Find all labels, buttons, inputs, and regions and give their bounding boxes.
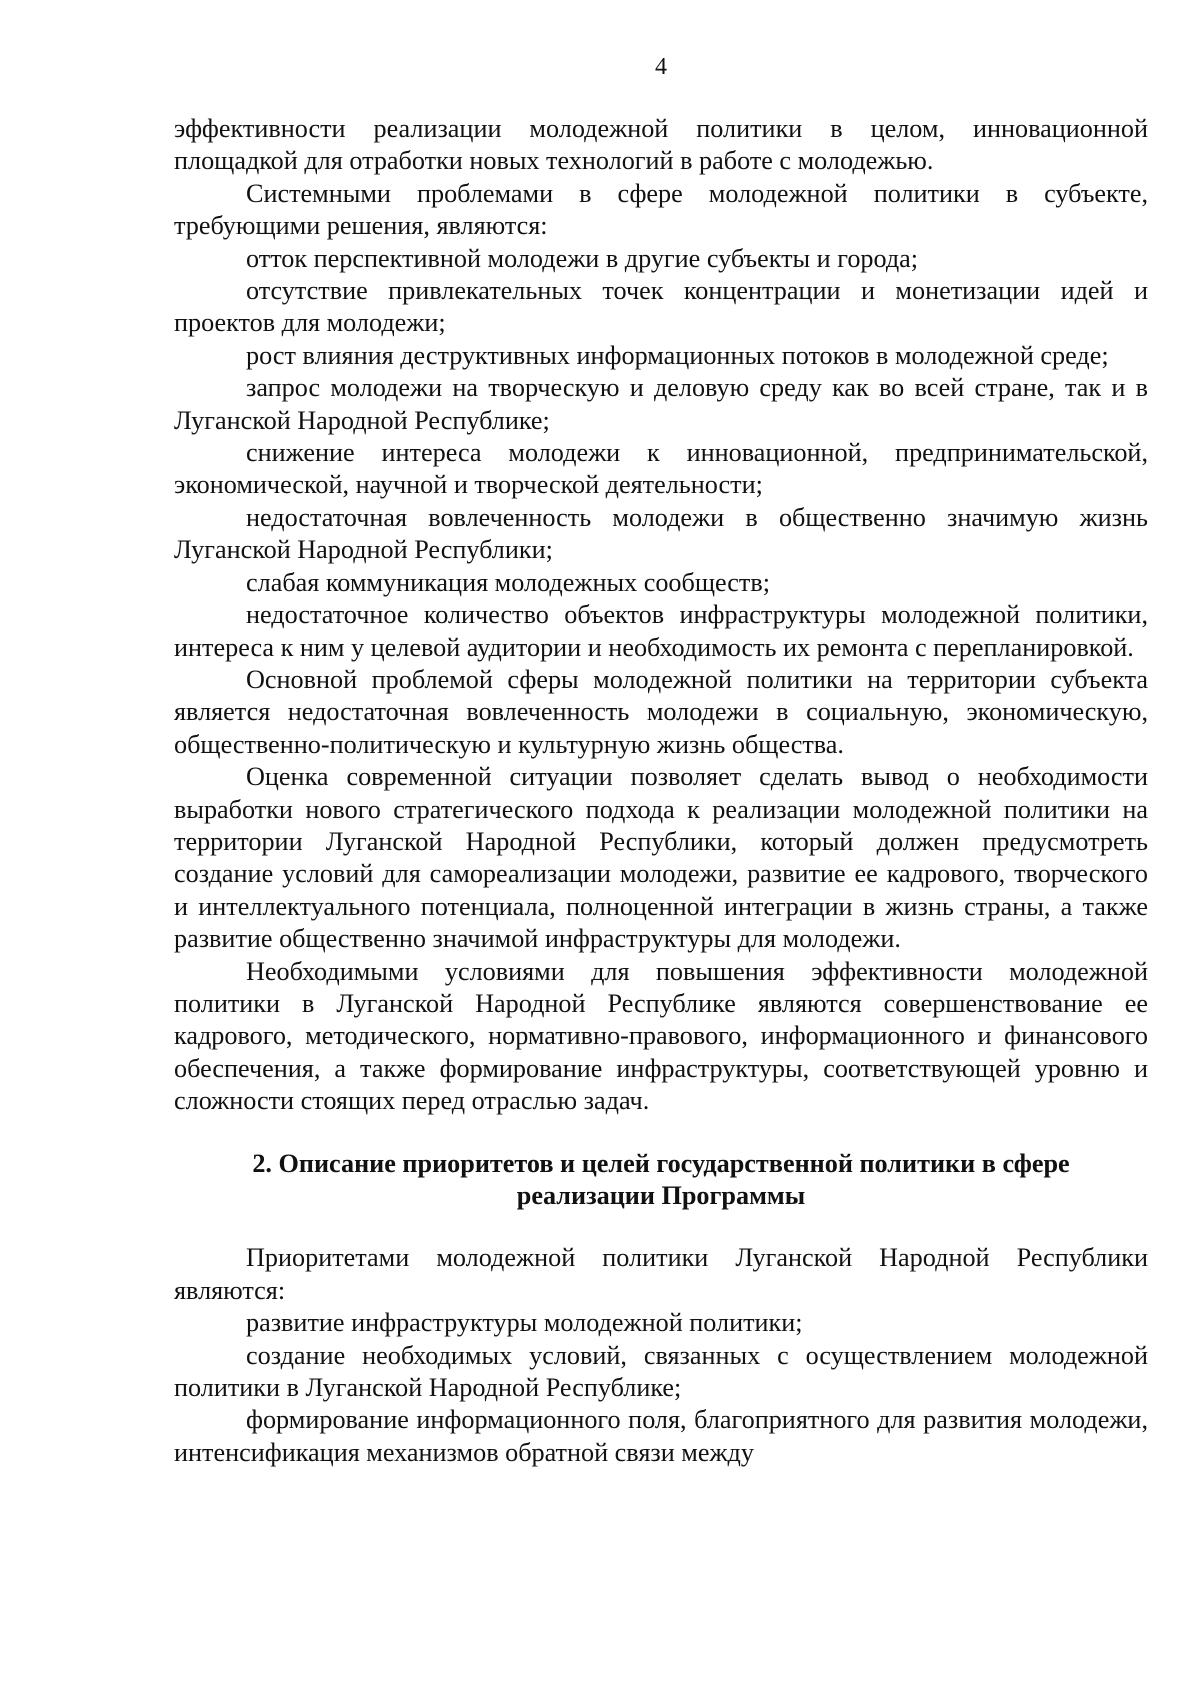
list-item: отток перспективной молодежи в другие субъекты и города; bbox=[246, 243, 919, 273]
list-item: недостаточное количество объектов инфраструктуры молодежной политики, интереса к ним у целевой аудитории и необходимость их ремонта с перепланировкой. bbox=[174, 600, 1148, 662]
body-text-before-heading bbox=[174, 113, 1148, 1118]
list-item: создание необходимых условий, связанных с осуществлением молодежной политики в Луганской Народной Республике; bbox=[174, 1340, 1148, 1403]
list-item: развитие инфраструктуры молодежной политики; bbox=[246, 1308, 803, 1338]
document-page bbox=[174, 52, 1148, 1469]
list-item: слабая коммуникация молодежных сообществ; bbox=[246, 567, 770, 597]
paragraph: Системными проблемами в сфере молодежной политики в субъекте, требующими решения, являются: bbox=[174, 178, 1148, 241]
paragraph: Приоритетами молодежной политики Луганской Народной Республики являются: bbox=[174, 1243, 1148, 1305]
paragraph: Основной проблемой сферы молодежной политики на территории субъекта является недостаточная вовлеченность молодежи в социальную, экономическую, общественно-политическую и культурную жизнь общества. bbox=[174, 664, 1148, 759]
list-item: запрос молодежи на творческую и деловую среду как во всей стране, так и в Луганской Народной Республике; bbox=[174, 373, 1148, 435]
section-heading-line-2: реализации Программы bbox=[516, 1181, 806, 1210]
section-heading bbox=[174, 1148, 1148, 1213]
list-item: формирование информационного поля, благоприятного для развития молодежи, интенсификация механизмов обратной связи между bbox=[174, 1405, 1148, 1467]
list-item: отсутствие привлекательных точек концентрации и монетизации идей и проектов для молодежи; bbox=[174, 276, 1148, 338]
paragraph: Оценка современной ситуации позволяет сделать вывод о необходимости выработки нового стратегического подхода к реализации молодежной политики на территории Луганской Народной Республики, который должен предусмотреть создание условий для самореализации молодежи, развитие ее кадрового, творческого и интеллектуального потенциала, полноценной интеграции в жизнь страны, а также развитие общественно значимой инфраструктуры для молодежи. bbox=[174, 762, 1148, 954]
list-item: снижение интереса молодежи к инновационной, предпринимательской, экономической, научной и творческой деятельности; bbox=[174, 438, 1148, 500]
paragraph: эффективности реализации молодежной политики в целом, инновационной площадкой для отработки новых технологий в работе с молодежью. bbox=[174, 114, 1148, 176]
page-number: 4 bbox=[655, 54, 667, 80]
list-item: недостаточная вовлеченность молодежи в общественно значимую жизнь Луганской Народной Республики; bbox=[174, 502, 1148, 565]
paragraph: Необходимыми условиями для повышения эффективности молодежной политики в Луганской Народной Республике являются совершенствование ее кадрового, методического, нормативно-правового, информационного и финансового обеспечения, а также формирование инфраструктуры, соответствующей уровню и сложности стоящих перед отраслью задач. bbox=[174, 956, 1148, 1116]
list-item: рост влияния деструктивных информационных потоков в молодежной среде; bbox=[246, 340, 1109, 370]
section-heading-line-1: 2. Описание приоритетов и целей государственной политики в сфере bbox=[252, 1148, 1070, 1178]
body-text-after-heading bbox=[174, 1242, 1148, 1469]
